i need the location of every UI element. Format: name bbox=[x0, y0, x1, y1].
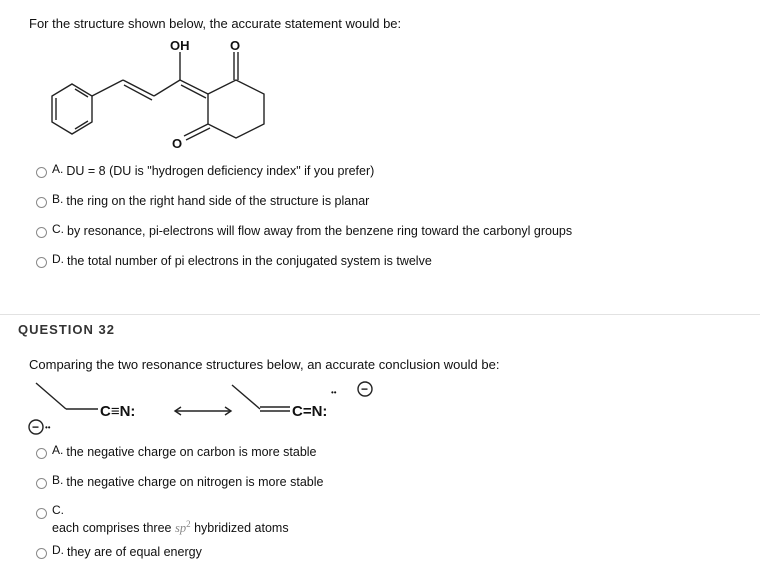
left-lone-pair-dots: •• bbox=[45, 423, 51, 432]
option-letter: B. bbox=[52, 192, 64, 206]
option-text: DU = 8 (DU is "hydrogen deficiency index" if you prefer) bbox=[66, 164, 375, 178]
left-cn-label: C≡N: bbox=[100, 403, 136, 420]
right-minus-sign: − bbox=[361, 382, 369, 396]
q32-option-a[interactable] bbox=[36, 445, 317, 459]
left-minus-sign: − bbox=[32, 420, 40, 434]
option-letter: A. bbox=[52, 162, 64, 176]
radio-button[interactable] bbox=[36, 448, 47, 459]
radio-button[interactable] bbox=[36, 227, 47, 238]
q31-option-b[interactable] bbox=[36, 194, 369, 208]
option-text: the negative charge on carbon is more stable bbox=[66, 445, 317, 459]
radio-button[interactable] bbox=[36, 508, 47, 519]
q31-structure-diagram bbox=[20, 32, 300, 164]
right-cn-label: C=N: bbox=[292, 403, 328, 420]
q32-prompt: Comparing the two resonance structures below, an accurate conclusion would be: bbox=[29, 357, 500, 372]
option-letter: C. bbox=[52, 503, 64, 517]
q31-prompt: For the structure shown below, the accurate statement would be: bbox=[29, 16, 402, 31]
option-text: they are of equal energy bbox=[67, 545, 202, 559]
radio-button[interactable] bbox=[36, 548, 47, 559]
option-letter: C. bbox=[52, 222, 64, 236]
option-text: the total number of pi electrons in the conjugated system is twelve bbox=[67, 254, 432, 268]
sp-term: sp bbox=[174, 521, 187, 536]
question-32-header: QUESTION 32 bbox=[18, 322, 115, 337]
sp-superscript: 2 bbox=[186, 519, 191, 529]
option-text: the ring on the right hand side of the structure is planar bbox=[66, 194, 370, 208]
option-letter: A. bbox=[52, 443, 64, 457]
right-lone-pair-dots: •• bbox=[331, 388, 337, 397]
option-letter: D. bbox=[52, 543, 64, 557]
radio-button[interactable] bbox=[36, 167, 47, 178]
q32-option-c[interactable] bbox=[36, 503, 289, 536]
q32-option-b[interactable] bbox=[36, 475, 323, 489]
radio-button[interactable] bbox=[36, 478, 47, 489]
q31-option-d[interactable] bbox=[36, 254, 432, 268]
o-bottom-label: O bbox=[172, 136, 183, 151]
q32-option-d[interactable] bbox=[36, 545, 202, 559]
q31-option-c[interactable] bbox=[36, 224, 572, 238]
option-letter: D. bbox=[52, 252, 64, 266]
oh-label: OH bbox=[170, 38, 190, 53]
option-text: by resonance, pi-electrons will flow away from the benzene ring toward the carbonyl groups bbox=[67, 224, 573, 238]
radio-button[interactable] bbox=[36, 197, 47, 208]
q32-resonance-diagram bbox=[20, 375, 380, 437]
o-top-label: O bbox=[230, 38, 241, 53]
option-letter: B. bbox=[52, 473, 64, 487]
q31-option-a[interactable] bbox=[36, 164, 374, 178]
question-divider bbox=[0, 314, 760, 315]
radio-button[interactable] bbox=[36, 257, 47, 268]
option-text: the negative charge on nitrogen is more stable bbox=[66, 475, 324, 489]
option-text: each comprises three $sp^2$ hybridized atoms bbox=[52, 519, 289, 536]
